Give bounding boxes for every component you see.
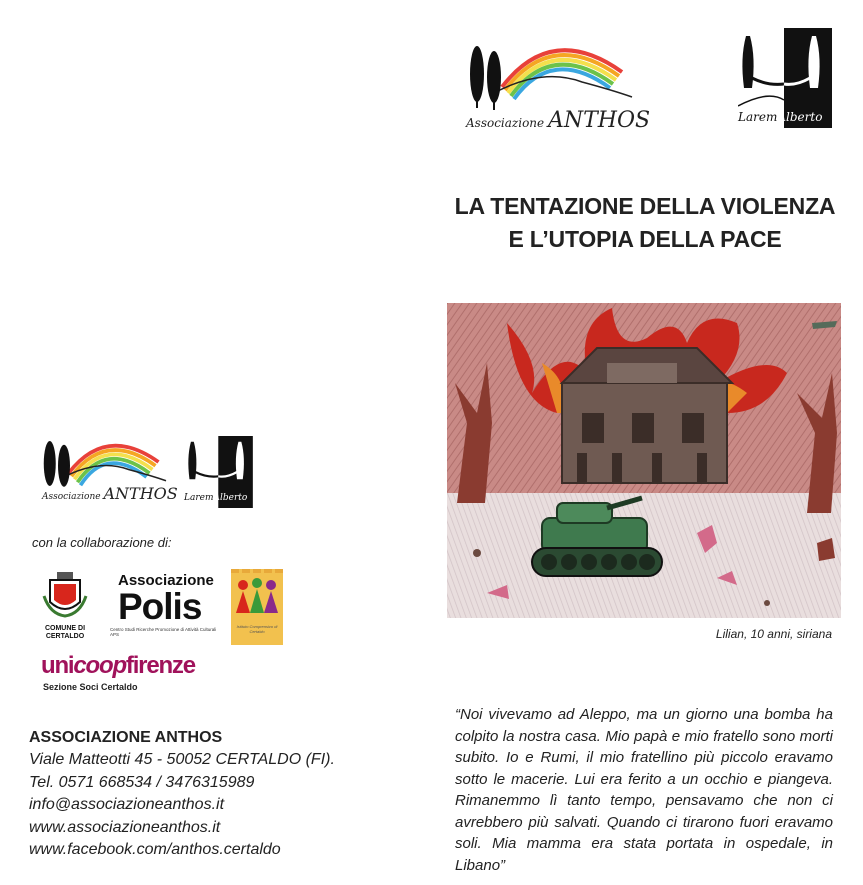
- larem-logo-large: [738, 28, 832, 128]
- collaboration-label: con la collaborazione di:: [32, 535, 172, 550]
- unicoop-uni: uni: [41, 652, 74, 679]
- istituto-text: Istituto Comprensivo di Certaldo: [236, 624, 278, 634]
- unicoop-coop: coop: [73, 652, 126, 679]
- anthos-wordmark-big: ANTHOS: [547, 108, 651, 133]
- anthos-wordmark-small-2: Associazione: [42, 492, 101, 502]
- coat-of-arms-icon: [40, 570, 90, 620]
- larem-wordmark-b: Alberto: [777, 110, 823, 124]
- polis-label-main: Polis: [118, 586, 202, 627]
- anthos-wordmark-big-2: ANTHOS: [103, 484, 178, 503]
- polis-label-sub: Centro Studi Ricerche Promozione di Attività Culturali APS: [110, 627, 217, 637]
- community-people-icon: [231, 573, 283, 619]
- anthos-logo-small: [38, 432, 178, 503]
- comune-certaldo-logo: [40, 570, 90, 641]
- contact-block: [29, 727, 389, 861]
- cypress-rainbow-icon: [38, 432, 168, 492]
- drawing-caption: Lilian, 10 anni, siriana: [715, 627, 832, 641]
- title-line-2: E L’UTOPIA DELLA PACE: [508, 226, 782, 252]
- larem-wordmark-a: Larem: [738, 110, 778, 124]
- unicoop-logo: [41, 652, 195, 680]
- contact-phone: Tel. 0571 668534 / 3476315989: [29, 773, 255, 791]
- comune-label-2: CERTALDO: [45, 633, 85, 640]
- comune-label-1: COMUNE DI: [44, 625, 86, 632]
- title-line-1: LA TENTAZIONE DELLA VIOLENZA: [454, 193, 836, 219]
- larem-logo-small: [184, 436, 254, 513]
- testimony-quote: “Noi vivevamo ad Aleppo, ma un giorno una bomba ha colpito la nostra casa. Mio papà e mio fratello sono morti subito. Io e Rumi, il mio fratellino più piccolo eravamo sotto le macerie. Lui era ferito a un occhio e piangeva. Rimanemmo lì tanto tempo, pensavamo che non ci avrebbero più salvati. Quando ci tirarono fuori eravamo soli. Mia mamma era stata portata in ospedale, in Libano”: [455, 706, 833, 874]
- unicoop-firenze: firenze: [125, 652, 195, 679]
- page-title: [450, 190, 840, 256]
- contact-website[interactable]: www.associazioneanthos.it: [29, 818, 221, 836]
- contact-facebook[interactable]: www.facebook.com/anthos.certaldo: [29, 841, 281, 859]
- unicoop-section: Sezione Soci Certaldo: [43, 682, 138, 692]
- contact-address: Viale Matteotti 45 - 50052 CERTALDO (FI).: [29, 751, 335, 769]
- anthos-wordmark-small: Associazione: [466, 116, 545, 130]
- contact-org: ASSOCIAZIONE ANTHOS: [29, 729, 223, 746]
- child-drawing: [447, 303, 841, 618]
- istituto-logo: [231, 569, 283, 645]
- anthos-logo-large: [462, 32, 651, 133]
- contact-email[interactable]: info@associazioneanthos.it: [29, 796, 225, 814]
- polis-label-top: Associazione: [118, 572, 214, 589]
- child-drawing-burning-house-and-tank: [447, 303, 841, 618]
- larem-wordmark-b-2: Alberto: [213, 493, 248, 503]
- larem-wordmark-a-2: Larem: [184, 493, 214, 503]
